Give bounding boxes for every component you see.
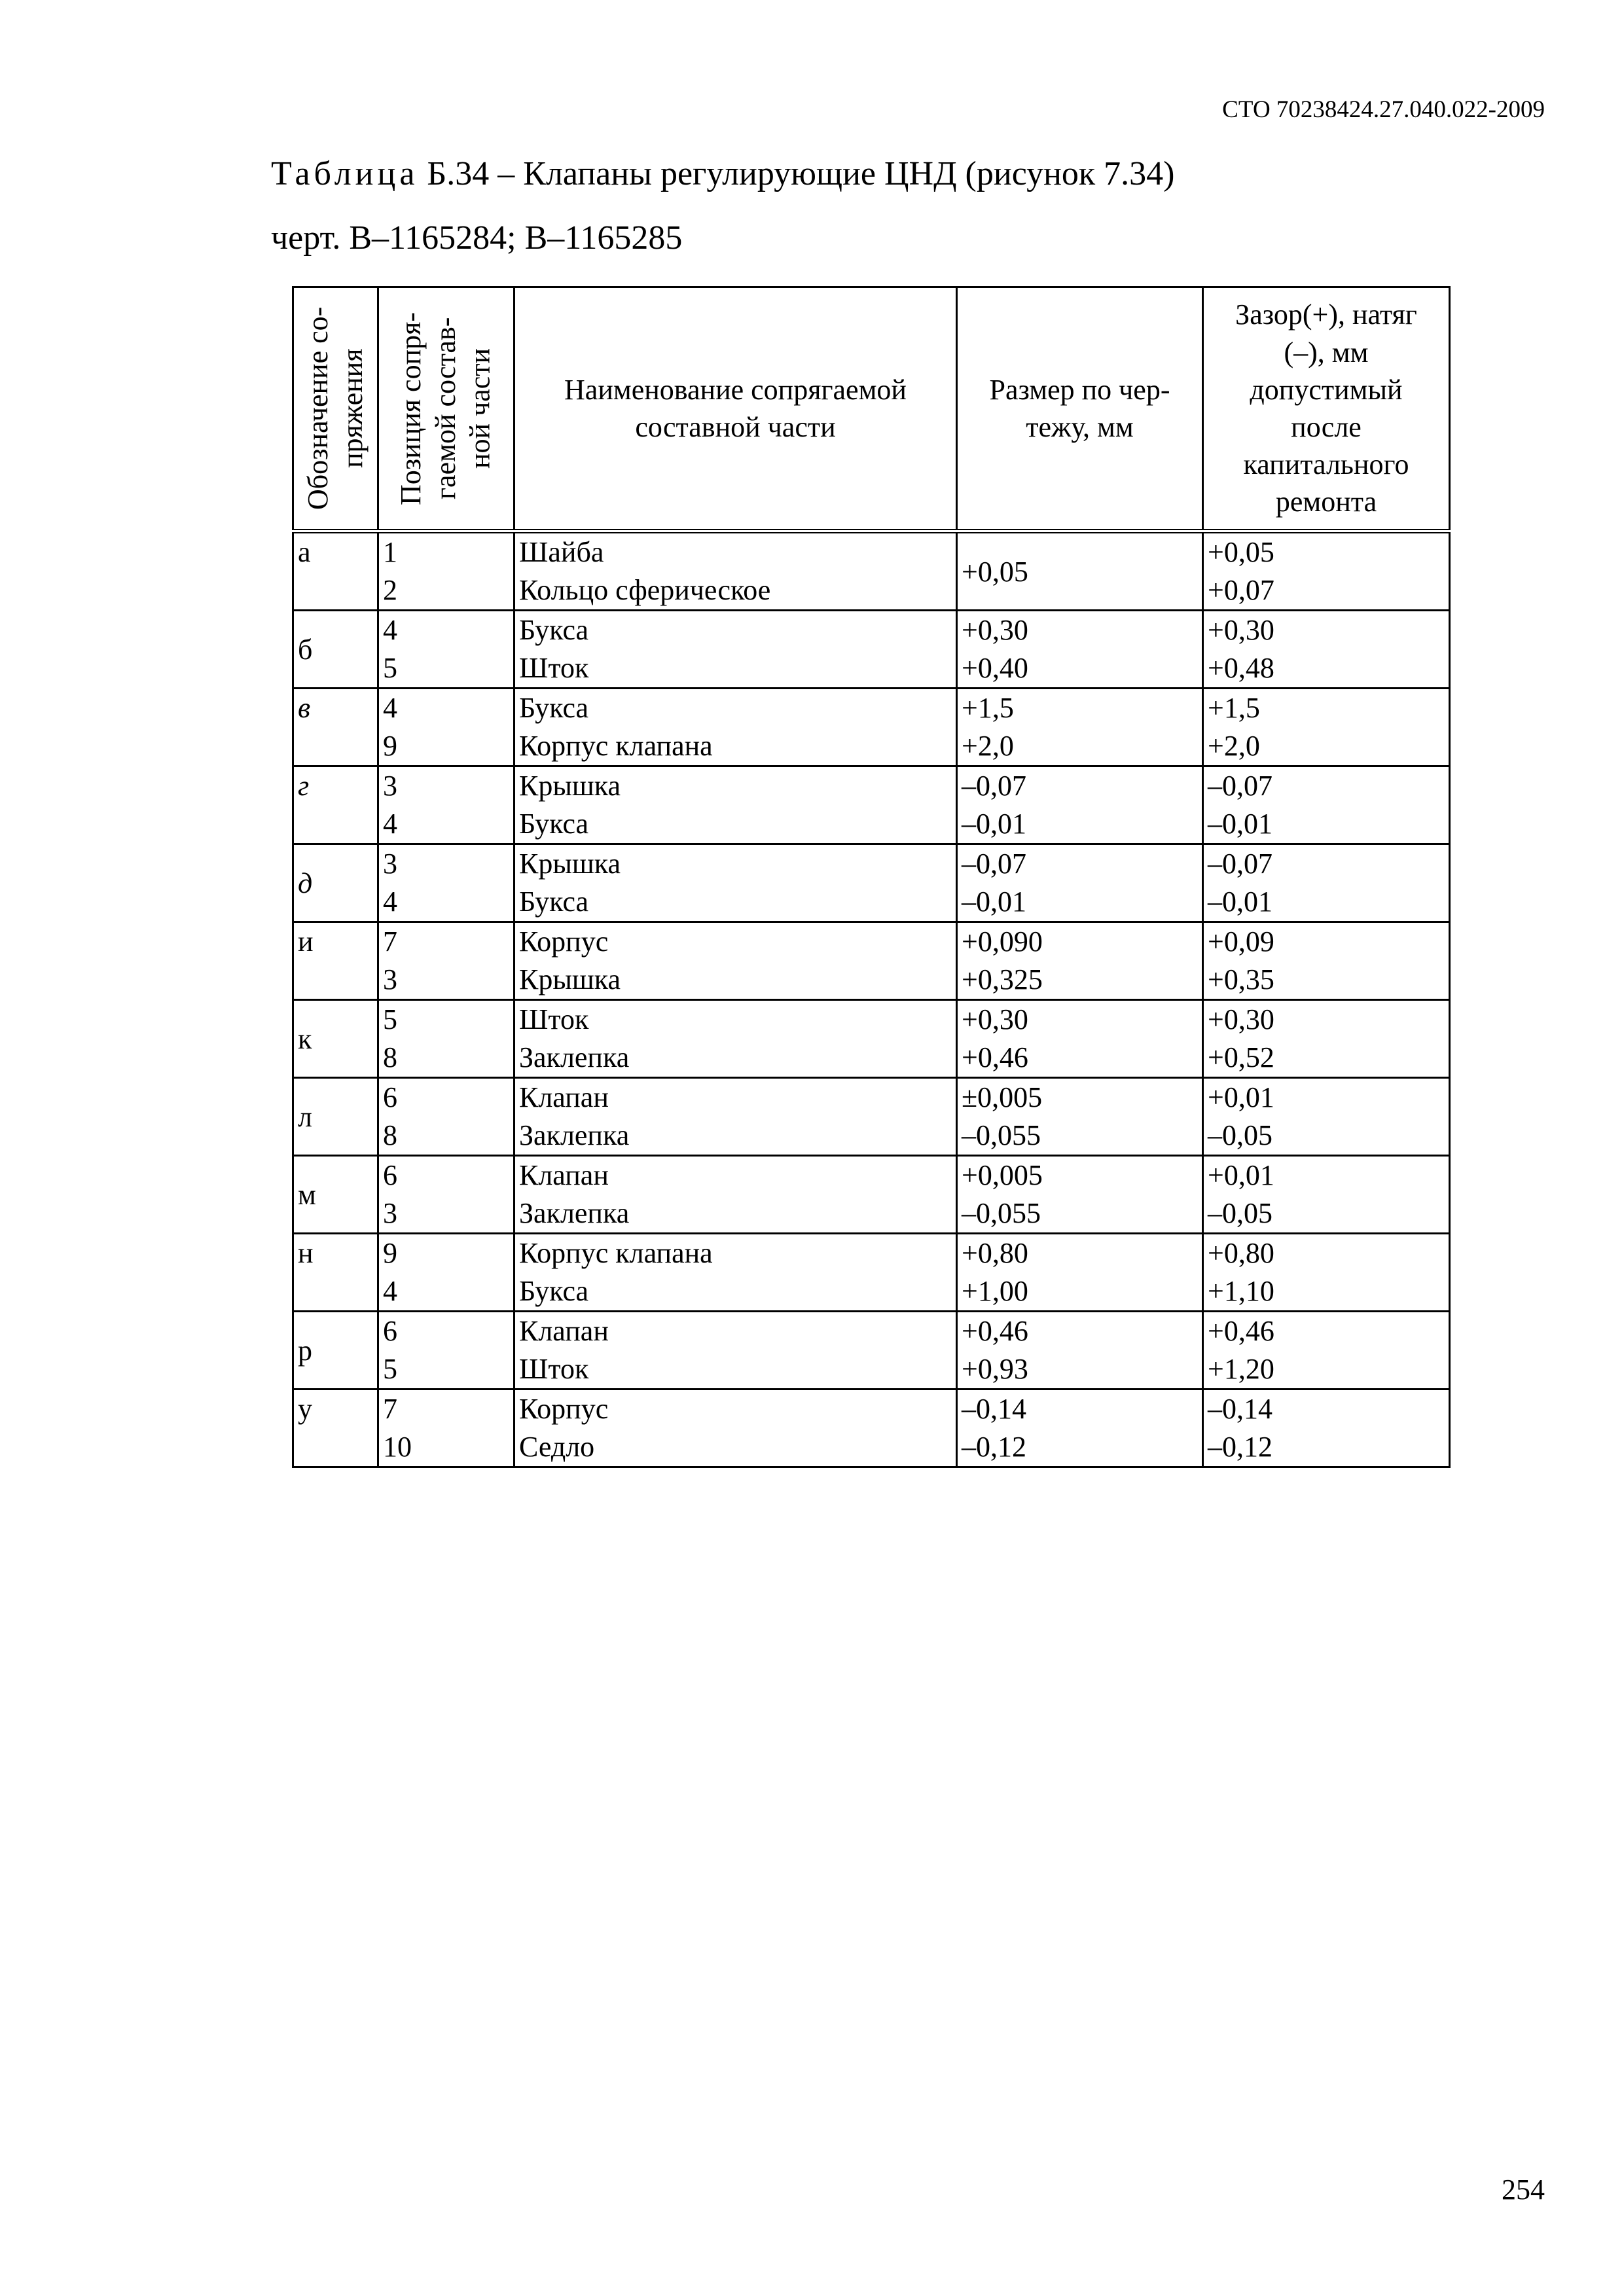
cell-clearance bbox=[1203, 922, 1450, 1000]
cell-part-names bbox=[514, 689, 957, 766]
drawing-size-2: –0,01 bbox=[962, 808, 1026, 840]
cell-clearance bbox=[1203, 1312, 1450, 1390]
page-number: 254 bbox=[1502, 2174, 1545, 2206]
position-2: 4 bbox=[383, 886, 397, 918]
document-code: СТО 70238424.27.040.022-2009 bbox=[1222, 96, 1545, 123]
part-name-1: Корпус bbox=[519, 1393, 609, 1425]
cell-designation bbox=[293, 766, 378, 844]
cell-designation bbox=[293, 922, 378, 1000]
clearance-1: –0,07 bbox=[1208, 770, 1272, 802]
part-name-1: Корпус клапана bbox=[519, 1237, 713, 1269]
position-1: 7 bbox=[383, 925, 397, 958]
cell-positions bbox=[378, 766, 514, 844]
position-1: 4 bbox=[383, 692, 397, 724]
part-name-1: Крышка bbox=[519, 770, 621, 802]
part-name-1: Корпус bbox=[519, 925, 609, 958]
position-2: 8 bbox=[383, 1041, 397, 1073]
cell-positions bbox=[378, 1078, 514, 1156]
designation-text: у bbox=[298, 1393, 312, 1425]
drawing-size-2: +1,00 bbox=[962, 1275, 1028, 1307]
cell-designation bbox=[293, 1000, 378, 1078]
cell-drawing-size bbox=[957, 1234, 1203, 1312]
designation-text: д bbox=[298, 867, 313, 899]
cell-part-names bbox=[514, 844, 957, 922]
part-name-1: Крышка bbox=[519, 848, 621, 880]
cell-designation bbox=[293, 1234, 378, 1312]
header-designation: Обозначение со-пряжения bbox=[293, 287, 378, 531]
cell-drawing-size bbox=[957, 611, 1203, 689]
position-1: 3 bbox=[383, 770, 397, 802]
cell-clearance bbox=[1203, 1078, 1450, 1156]
cell-part-names bbox=[514, 766, 957, 844]
drawing-size-merged: +0,05 bbox=[962, 555, 1028, 588]
position-2: 5 bbox=[383, 1353, 397, 1385]
cell-drawing-size bbox=[957, 1000, 1203, 1078]
clearance-2: +1,20 bbox=[1208, 1353, 1274, 1385]
cell-part-names bbox=[514, 531, 957, 611]
drawing-size-2: –0,055 bbox=[962, 1119, 1041, 1151]
drawing-size-2: +0,40 bbox=[962, 652, 1028, 684]
position-1: 6 bbox=[383, 1315, 397, 1347]
drawing-size-2: –0,01 bbox=[962, 886, 1026, 918]
cell-designation bbox=[293, 1156, 378, 1234]
clearance-2: +0,52 bbox=[1208, 1041, 1274, 1073]
table-row bbox=[293, 611, 1450, 689]
cell-clearance bbox=[1203, 689, 1450, 766]
drawing-size-1: +0,005 bbox=[962, 1159, 1043, 1191]
part-name-1: Букса bbox=[519, 614, 589, 646]
cell-positions bbox=[378, 531, 514, 611]
table-row bbox=[293, 1156, 1450, 1234]
designation-text: б bbox=[298, 633, 313, 666]
cell-positions bbox=[378, 611, 514, 689]
table-row bbox=[293, 531, 1450, 611]
caption-title: Б.34 – Клапаны регулирующие ЦНД (рисунок 7.34) bbox=[418, 155, 1175, 192]
cell-designation bbox=[293, 611, 378, 689]
position-1: 1 bbox=[383, 536, 397, 568]
clearance-1: +0,30 bbox=[1208, 1003, 1274, 1035]
table-row bbox=[293, 1234, 1450, 1312]
position-2: 3 bbox=[383, 1197, 397, 1229]
position-2: 4 bbox=[383, 1275, 397, 1307]
part-name-1: Клапан bbox=[519, 1315, 609, 1347]
part-name-2: Седло bbox=[519, 1431, 595, 1463]
position-1: 4 bbox=[383, 614, 397, 646]
table-row bbox=[293, 844, 1450, 922]
cell-part-names bbox=[514, 1156, 957, 1234]
designation-text: м bbox=[298, 1178, 316, 1211]
cell-drawing-size bbox=[957, 766, 1203, 844]
part-name-1: Шайба bbox=[519, 536, 604, 568]
clearance-1: +0,09 bbox=[1208, 925, 1274, 958]
clearance-2: +0,48 bbox=[1208, 652, 1274, 684]
cell-clearance bbox=[1203, 611, 1450, 689]
cell-clearance bbox=[1203, 1390, 1450, 1467]
drawing-size-2: –0,12 bbox=[962, 1431, 1026, 1463]
drawing-size-1: –0,07 bbox=[962, 770, 1026, 802]
cell-part-names bbox=[514, 922, 957, 1000]
drawing-size-1: +0,090 bbox=[962, 925, 1043, 958]
clearance-1: –0,07 bbox=[1208, 848, 1272, 880]
cell-drawing-size bbox=[957, 1312, 1203, 1390]
specification-table bbox=[292, 286, 1451, 1468]
table-row bbox=[293, 922, 1450, 1000]
drawing-size-2: +2,0 bbox=[962, 730, 1014, 762]
position-1: 6 bbox=[383, 1081, 397, 1113]
cell-drawing-size bbox=[957, 1156, 1203, 1234]
part-name-1: Букса bbox=[519, 692, 589, 724]
cell-part-names bbox=[514, 611, 957, 689]
cell-designation bbox=[293, 531, 378, 611]
cell-designation bbox=[293, 1312, 378, 1390]
drawing-size-2: +0,93 bbox=[962, 1353, 1028, 1385]
designation-text: а bbox=[298, 536, 311, 568]
position-1: 9 bbox=[383, 1237, 397, 1269]
clearance-1: +0,46 bbox=[1208, 1315, 1274, 1347]
clearance-1: –0,14 bbox=[1208, 1393, 1272, 1425]
position-2: 4 bbox=[383, 808, 397, 840]
part-name-2: Заклепка bbox=[519, 1197, 630, 1229]
clearance-2: +1,10 bbox=[1208, 1275, 1274, 1307]
designation-text: и bbox=[298, 925, 314, 958]
drawing-size-1: –0,07 bbox=[962, 848, 1026, 880]
cell-part-names bbox=[514, 1312, 957, 1390]
cell-positions bbox=[378, 1234, 514, 1312]
cell-drawing-size bbox=[957, 1390, 1203, 1467]
position-2: 3 bbox=[383, 963, 397, 996]
clearance-2: –0,01 bbox=[1208, 886, 1272, 918]
cell-designation bbox=[293, 689, 378, 766]
drawing-size-2: +0,325 bbox=[962, 963, 1043, 996]
designation-text: н bbox=[298, 1237, 314, 1269]
designation-text: к bbox=[298, 1022, 312, 1055]
cell-drawing-size bbox=[957, 844, 1203, 922]
part-name-2: Заклепка bbox=[519, 1041, 630, 1073]
clearance-2: –0,05 bbox=[1208, 1119, 1272, 1151]
clearance-2: +0,35 bbox=[1208, 963, 1274, 996]
cell-clearance bbox=[1203, 766, 1450, 844]
drawing-size-1: +0,30 bbox=[962, 1003, 1028, 1035]
clearance-1: +0,30 bbox=[1208, 614, 1274, 646]
clearance-1: +0,80 bbox=[1208, 1237, 1274, 1269]
part-name-2: Кольцо сферическое bbox=[519, 574, 771, 606]
cell-positions bbox=[378, 689, 514, 766]
cell-positions bbox=[378, 922, 514, 1000]
cell-part-names bbox=[514, 1000, 957, 1078]
designation-text: р bbox=[298, 1334, 312, 1367]
part-name-1: Клапан bbox=[519, 1159, 609, 1191]
table-row bbox=[293, 1390, 1450, 1467]
cell-drawing-size bbox=[957, 689, 1203, 766]
position-2: 9 bbox=[383, 730, 397, 762]
cell-clearance bbox=[1203, 1234, 1450, 1312]
clearance-1: +0,01 bbox=[1208, 1081, 1274, 1113]
cell-positions bbox=[378, 844, 514, 922]
designation-text: г bbox=[298, 770, 310, 802]
table-row bbox=[293, 766, 1450, 844]
table-row bbox=[293, 1000, 1450, 1078]
table-header-row bbox=[293, 287, 1450, 531]
cell-part-names bbox=[514, 1390, 957, 1467]
cell-designation bbox=[293, 844, 378, 922]
position-1: 6 bbox=[383, 1159, 397, 1191]
cell-drawing-size bbox=[957, 531, 1203, 611]
clearance-2: –0,01 bbox=[1208, 808, 1272, 840]
position-1: 7 bbox=[383, 1393, 397, 1425]
part-name-1: Клапан bbox=[519, 1081, 609, 1113]
drawing-size-1: +1,5 bbox=[962, 692, 1014, 724]
clearance-1: +0,01 bbox=[1208, 1159, 1274, 1191]
cell-designation bbox=[293, 1078, 378, 1156]
cell-clearance bbox=[1203, 1000, 1450, 1078]
cell-drawing-size bbox=[957, 922, 1203, 1000]
drawing-size-1: –0,14 bbox=[962, 1393, 1026, 1425]
clearance-2: +0,07 bbox=[1208, 574, 1274, 606]
table-caption bbox=[271, 154, 1175, 193]
drawing-size-2: –0,055 bbox=[962, 1197, 1041, 1229]
table-row bbox=[293, 1078, 1450, 1156]
clearance-1: +1,5 bbox=[1208, 692, 1260, 724]
cell-positions bbox=[378, 1000, 514, 1078]
designation-text: в bbox=[298, 692, 311, 724]
header-part-name: Наименование сопрягаемой составной части bbox=[514, 287, 957, 531]
part-name-2: Букса bbox=[519, 1275, 589, 1307]
position-2: 5 bbox=[383, 652, 397, 684]
drawing-size-2: +0,46 bbox=[962, 1041, 1028, 1073]
table-row bbox=[293, 689, 1450, 766]
header-clearance: Зазор(+), натяг (–), мм допустимый после капитального ремонта bbox=[1203, 287, 1450, 531]
clearance-1: +0,05 bbox=[1208, 536, 1274, 568]
position-1: 5 bbox=[383, 1003, 397, 1035]
part-name-2: Букса bbox=[519, 808, 589, 840]
position-2: 2 bbox=[383, 574, 397, 606]
cell-positions bbox=[378, 1312, 514, 1390]
part-name-2: Заклепка bbox=[519, 1119, 630, 1151]
designation-text: л bbox=[298, 1100, 312, 1133]
header-position: Позиция сопря-гаемой состав-ной части bbox=[378, 287, 514, 531]
drawing-size-1: ±0,005 bbox=[962, 1081, 1043, 1113]
position-2: 10 bbox=[383, 1431, 412, 1463]
part-name-2: Шток bbox=[519, 1353, 589, 1385]
position-2: 8 bbox=[383, 1119, 397, 1151]
part-name-2: Шток bbox=[519, 652, 589, 684]
cell-part-names bbox=[514, 1234, 957, 1312]
drawing-size-1: +0,46 bbox=[962, 1315, 1028, 1347]
caption-label: Таблица bbox=[271, 155, 419, 192]
clearance-2: +2,0 bbox=[1208, 730, 1260, 762]
cell-clearance bbox=[1203, 531, 1450, 611]
cell-clearance bbox=[1203, 1156, 1450, 1234]
header-drawing-size: Размер по чер-тежу, мм bbox=[957, 287, 1203, 531]
drawing-size-1: +0,30 bbox=[962, 614, 1028, 646]
cell-part-names bbox=[514, 1078, 957, 1156]
clearance-2: –0,05 bbox=[1208, 1197, 1272, 1229]
cell-clearance bbox=[1203, 844, 1450, 922]
part-name-2: Крышка bbox=[519, 963, 621, 996]
cell-positions bbox=[378, 1156, 514, 1234]
drawing-references: черт. В–1165284; В–1165285 bbox=[271, 219, 683, 257]
clearance-2: –0,12 bbox=[1208, 1431, 1272, 1463]
cell-drawing-size bbox=[957, 1078, 1203, 1156]
cell-designation bbox=[293, 1390, 378, 1467]
table-row bbox=[293, 1312, 1450, 1390]
part-name-2: Букса bbox=[519, 886, 589, 918]
drawing-size-1: +0,80 bbox=[962, 1237, 1028, 1269]
cell-positions bbox=[378, 1390, 514, 1467]
part-name-1: Шток bbox=[519, 1003, 589, 1035]
part-name-2: Корпус клапана bbox=[519, 730, 713, 762]
position-1: 3 bbox=[383, 848, 397, 880]
